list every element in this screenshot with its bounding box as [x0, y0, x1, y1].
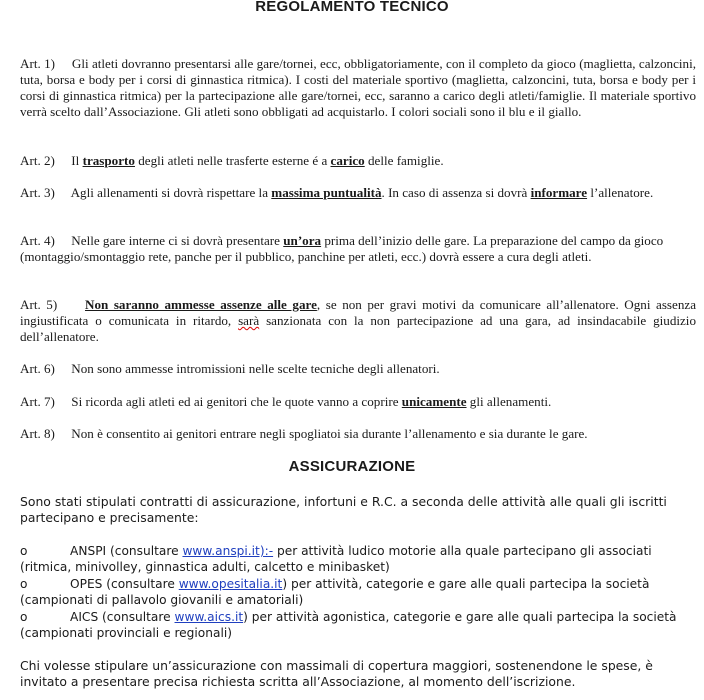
spellcheck-word: sarà — [238, 313, 260, 328]
insurance-item-opes — [20, 577, 696, 608]
emphasis-trasporto: trasporto — [82, 153, 135, 168]
emphasis-carico: carico — [330, 153, 365, 168]
insurance-item-name: AICS (consultare — [70, 610, 175, 624]
emphasis-puntualita: massima puntualità — [271, 185, 382, 200]
bullet-marker: o — [20, 610, 28, 624]
article-text: l’allenatore. — [587, 185, 654, 200]
insurance-intro: Sono stati stipulati contratti di assicurazione, infortuni e R.C. a seconda delle attività alle quali gli iscritti partecipano e precisamente: — [20, 494, 667, 525]
article-6 — [20, 361, 696, 377]
insurance-item-anspi — [20, 544, 696, 575]
link-aics[interactable]: www.aics.it — [174, 610, 244, 624]
link-opes[interactable]: www.opesitalia.it — [178, 577, 283, 591]
insurance-item-text: ) per attività agonistica, categorie e gare alle quali partecipa la società (campionati provinciali e regionali) — [20, 610, 677, 640]
article-text: degli atleti nelle trasferte esterne é a — [134, 153, 331, 168]
bullet-marker: o — [20, 544, 28, 558]
insurance-item-text: ) per attività, categorie e gare alle quali partecipa la società (campionati di pallavolo giovanili e amatoriali) — [20, 577, 650, 607]
article-number: Art. 1) — [20, 56, 56, 71]
article-8 — [20, 426, 696, 442]
article-5 — [20, 297, 696, 345]
bullet-marker: o — [20, 577, 28, 591]
insurance-item-name: ANSPI (consultare — [70, 544, 183, 558]
article-number: Art. 3) — [20, 185, 55, 200]
article-text: gli allenamenti. — [466, 394, 552, 409]
article-text: Si ricorda agli atleti ed ai genitori che le quote vanno a coprire — [71, 394, 402, 409]
article-1 — [20, 56, 696, 120]
article-text: , se non per gravi motivi da comunicare all’allenatore. Ogni assenza ingiustificata o comunicata in ritardo, — [20, 297, 697, 328]
section-title-insurance: ASSICURAZIONE — [288, 458, 416, 475]
article-3 — [20, 185, 696, 201]
insurance-item-text: per attività ludico motorie alla quale partecipano gli associati (ritmica, minivolley, ginnastica adulti, calcetto e minibasket) — [20, 544, 652, 574]
article-text: prima dell’inizio delle gare. La preparazione del campo da gioco (montaggio/smontaggio rete, panche per il pubblico, panchine per atleti, ecc.) dovrà essere a cura degli atleti. — [20, 233, 664, 264]
article-text: Nelle gare interne ci si dovrà presentare — [71, 233, 284, 248]
article-number: Art. 6) — [20, 361, 55, 376]
article-text: Non sono ammesse intromissioni nelle scelte tecniche degli allenatori. — [71, 361, 440, 376]
article-number: Art. 7) — [20, 394, 55, 409]
article-text: Gli atleti dovranno presentarsi alle gare/tornei, ecc, obbligatoriamente, con il completo da gioco (maglietta, calzoncini, tuta, borsa e body per i corsi di ginnastica ritmica). I costi del materiale sportivo (maglietta, calzoncini, tuta, borsa e body per i corsi di ginnastica ritmica) per la partecipazione alle gare/tornei, ecc, saranno a carico degli atleti/famiglie. Il materiale sportivo verrà scelto dall’Associazione. Gli atleti sono obbligati ad acquistarlo. I colori sociali sono il blu e il giallo. — [20, 56, 696, 119]
page-title: REGOLAMENTO TECNICO — [255, 0, 449, 15]
emphasis-unicamente: unicamente — [401, 394, 467, 409]
article-2 — [20, 153, 696, 169]
article-text: Agli allenamenti si dovrà rispettare la — [70, 185, 272, 200]
article-text: Il — [71, 153, 83, 168]
emphasis-un-ora: un’ora — [283, 233, 322, 248]
emphasis-assenze: Non saranno ammesse assenze alle gare — [84, 297, 317, 312]
article-text: Non è consentito ai genitori entrare negli spogliatoi sia durante l’allenamento e sia durante le gare. — [71, 426, 588, 441]
article-text: sanzionata con la non partecipazione ad una gara, ad insindacabile giudizio dell’allenatore. — [20, 313, 696, 344]
insurance-closing: Chi volesse stipulare un’assicurazione con massimali di copertura maggiori, sostenendone le spese, è invitato a presentare precisa richiesta scritta all’Associazione, al momento dell’iscrizione. — [20, 658, 653, 689]
link-anspi[interactable]: www.anspi.it):- — [182, 544, 274, 558]
article-4 — [20, 233, 696, 265]
insurance-item-name: OPES (consultare — [70, 577, 179, 591]
insurance-item-aics — [20, 610, 696, 641]
article-number: Art. 8) — [20, 426, 55, 441]
article-number: Art. 4) — [20, 233, 55, 248]
article-text: . In caso di assenza si dovrà — [381, 185, 531, 200]
article-text: delle famiglie. — [364, 153, 444, 168]
article-7 — [20, 394, 696, 410]
emphasis-informare: informare — [530, 185, 588, 200]
article-number: Art. 2) — [20, 153, 55, 168]
article-number: Art. 5) — [20, 297, 58, 312]
